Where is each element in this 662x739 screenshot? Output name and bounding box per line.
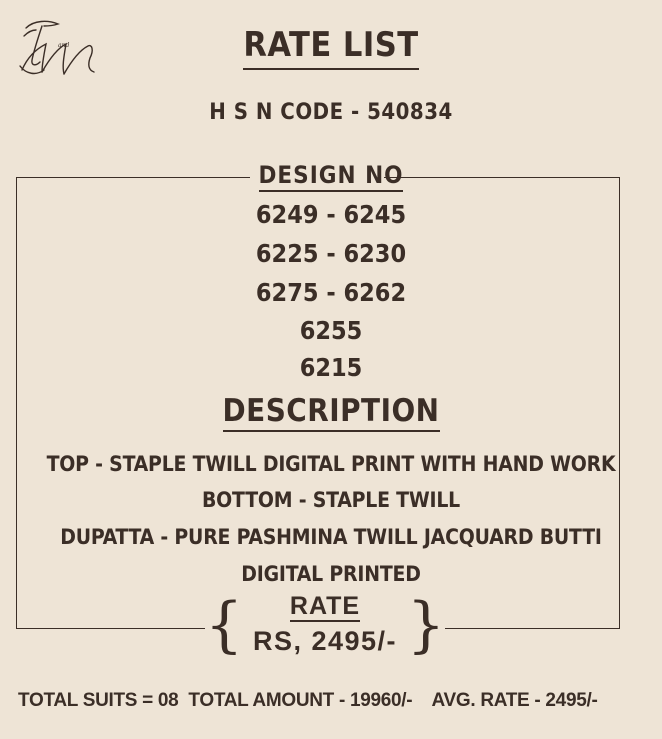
description-line: DUPATTA - PURE PASHMINA TWILL JACQUARD BUTTI	[60, 525, 602, 549]
right-brace: }	[406, 590, 445, 660]
hsn-code: H S N CODE - 540834	[209, 100, 453, 125]
page-title	[0, 24, 662, 70]
left-brace: {	[205, 590, 244, 660]
totals-footer: TOTAL SUITS = 08 TOTAL AMOUNT - 19960/- AVG. RATE - 2495/-	[18, 690, 598, 711]
title-text: RATE LIST	[243, 24, 418, 70]
logo-small-text: and	[58, 42, 70, 49]
rate-block	[205, 592, 445, 664]
design-number: 6225 - 6230	[255, 239, 407, 268]
description-line: BOTTOM - STAPLE TWILL	[201, 488, 461, 512]
design-number: 6215	[299, 353, 363, 382]
description-line: DIGITAL PRINTED	[241, 562, 421, 586]
description-line: TOP - STAPLE TWILL DIGITAL PRINT WITH HAND WORK	[46, 452, 616, 476]
rate-label-text: RATE	[289, 592, 361, 620]
design-number: 6275 - 6262	[255, 278, 407, 307]
design-number: 6249 - 6245	[255, 200, 407, 229]
design-no-heading	[0, 160, 662, 192]
rate-value: RS, 2495/-	[252, 626, 398, 656]
design-number: 6255	[299, 316, 363, 345]
design-no-heading-text: DESIGN NO	[259, 160, 404, 192]
description-heading	[0, 392, 662, 432]
description-heading-text: DESCRIPTION	[223, 392, 440, 432]
